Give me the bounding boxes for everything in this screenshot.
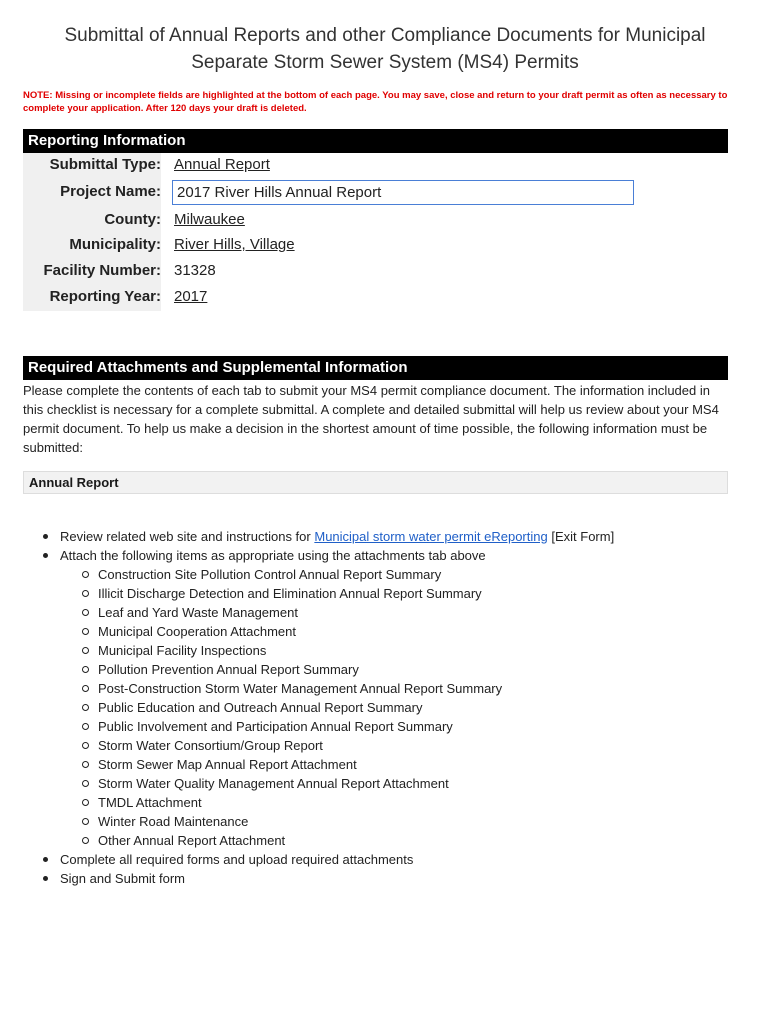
sub-list-item — [30, 831, 750, 850]
circle-bullet-icon — [82, 609, 89, 616]
circle-bullet-icon — [82, 628, 89, 635]
sub-list-item — [30, 717, 750, 736]
circle-bullet-icon — [82, 761, 89, 768]
bullet4-text: Sign and Submit form — [60, 871, 186, 886]
sub-list-item — [30, 698, 750, 717]
list-item — [30, 850, 750, 869]
county-label: County: — [104, 211, 161, 228]
sub-list-item — [30, 774, 750, 793]
reporting-year-value: 2017 — [174, 288, 208, 305]
attachment-item: Construction Site Pollution Control Annual Report Summary — [98, 567, 442, 582]
submittal-type-value: Annual Report — [174, 156, 270, 173]
project-name-label: Project Name: — [60, 183, 161, 200]
checklist — [30, 527, 750, 888]
circle-bullet-icon — [82, 590, 89, 597]
sub-list-item — [30, 755, 750, 774]
bullet-icon — [43, 553, 48, 558]
list-item — [30, 527, 750, 546]
attachment-item: Storm Water Quality Management Annual Report Attachment — [98, 776, 449, 791]
circle-bullet-icon — [82, 818, 89, 825]
circle-bullet-icon — [82, 704, 89, 711]
submittal-type-label: Submittal Type: — [49, 156, 161, 173]
list-item — [30, 869, 750, 888]
sub-list-item — [30, 793, 750, 812]
project-name-input[interactable] — [172, 180, 634, 205]
circle-bullet-icon — [82, 742, 89, 749]
bullet-icon — [43, 534, 48, 539]
attachment-item: Public Involvement and Participation Annual Report Summary — [98, 719, 453, 734]
municipality-label: Municipality: — [69, 236, 161, 253]
sub-list-item — [30, 660, 750, 679]
bullet-icon — [43, 857, 48, 862]
reporting-information-header: Reporting Information — [23, 129, 728, 153]
annual-report-subheader: Annual Report — [23, 471, 728, 494]
bullet2-text: Attach the following items as appropriate using the attachments tab above — [60, 548, 486, 563]
attachment-item: Public Education and Outreach Annual Report Summary — [98, 700, 423, 715]
sub-list-item — [30, 584, 750, 603]
facility-number-label: Facility Number: — [43, 262, 161, 279]
circle-bullet-icon — [82, 647, 89, 654]
bullet1-text: Review related web site and instructions for — [60, 529, 315, 544]
county-value: Milwaukee — [174, 211, 245, 228]
attachment-item: Storm Sewer Map Annual Report Attachment — [98, 757, 357, 772]
exit-form-link[interactable]: [Exit Form] — [551, 529, 615, 544]
attachment-item: Storm Water Consortium/Group Report — [98, 738, 323, 753]
circle-bullet-icon — [82, 780, 89, 787]
circle-bullet-icon — [82, 571, 89, 578]
sub-list-item — [30, 565, 750, 584]
circle-bullet-icon — [82, 837, 89, 844]
circle-bullet-icon — [82, 666, 89, 673]
attachment-item: Post-Construction Storm Water Management Annual Report Summary — [98, 681, 503, 696]
attachment-item: Other Annual Report Attachment — [98, 833, 286, 848]
ereporting-link[interactable]: Municipal storm water permit eReporting — [314, 529, 548, 544]
attachment-item: Illicit Discharge Detection and Elimination Annual Report Summary — [98, 586, 482, 601]
list-item — [30, 546, 750, 565]
page-title — [0, 22, 770, 76]
sub-list-item — [30, 622, 750, 641]
municipality-value: River Hills, Village — [174, 236, 295, 253]
attachment-item: Municipal Facility Inspections — [98, 643, 267, 658]
bullet-icon — [43, 876, 48, 881]
sub-list-item — [30, 736, 750, 755]
sub-list-item — [30, 812, 750, 831]
attachment-item: Winter Road Maintenance — [98, 814, 249, 829]
sub-list-item — [30, 603, 750, 622]
instructions-paragraph: Please complete the contents of each tab to submit your MS4 permit compliance document. The information included in this checklist is necessary for a complete submittal. A complete and detailed submittal will help us review about your MS4 permit document. To help us make a decision in the shortest amount of time possible, the following information must be submitted: — [23, 383, 719, 455]
circle-bullet-icon — [82, 685, 89, 692]
attachment-item: Pollution Prevention Annual Report Summary — [98, 662, 359, 677]
draft-note: NOTE: Missing or incomplete fields are highlighted at the bottom of each page. You may save, close and return to your draft permit as often as necessary to complete your application. After 120 days your draft is deleted. — [23, 90, 728, 114]
attachment-item: Leaf and Yard Waste Management — [98, 605, 298, 620]
bullet3-text: Complete all required forms and upload required attachments — [60, 852, 414, 867]
sub-list-item — [30, 641, 750, 660]
page-title-line2: Separate Storm Sewer System (MS4) Permits — [191, 52, 579, 73]
required-attachments-header: Required Attachments and Supplemental Information — [23, 356, 728, 380]
attachment-item: TMDL Attachment — [98, 795, 202, 810]
circle-bullet-icon — [82, 799, 89, 806]
circle-bullet-icon — [82, 723, 89, 730]
page-title-line1: Submittal of Annual Reports and other Compliance Documents for Municipal — [64, 25, 706, 46]
facility-number-value: 31328 — [174, 262, 216, 279]
attachment-item: Municipal Cooperation Attachment — [98, 624, 297, 639]
sub-list-item — [30, 679, 750, 698]
reporting-year-label: Reporting Year: — [49, 288, 161, 305]
